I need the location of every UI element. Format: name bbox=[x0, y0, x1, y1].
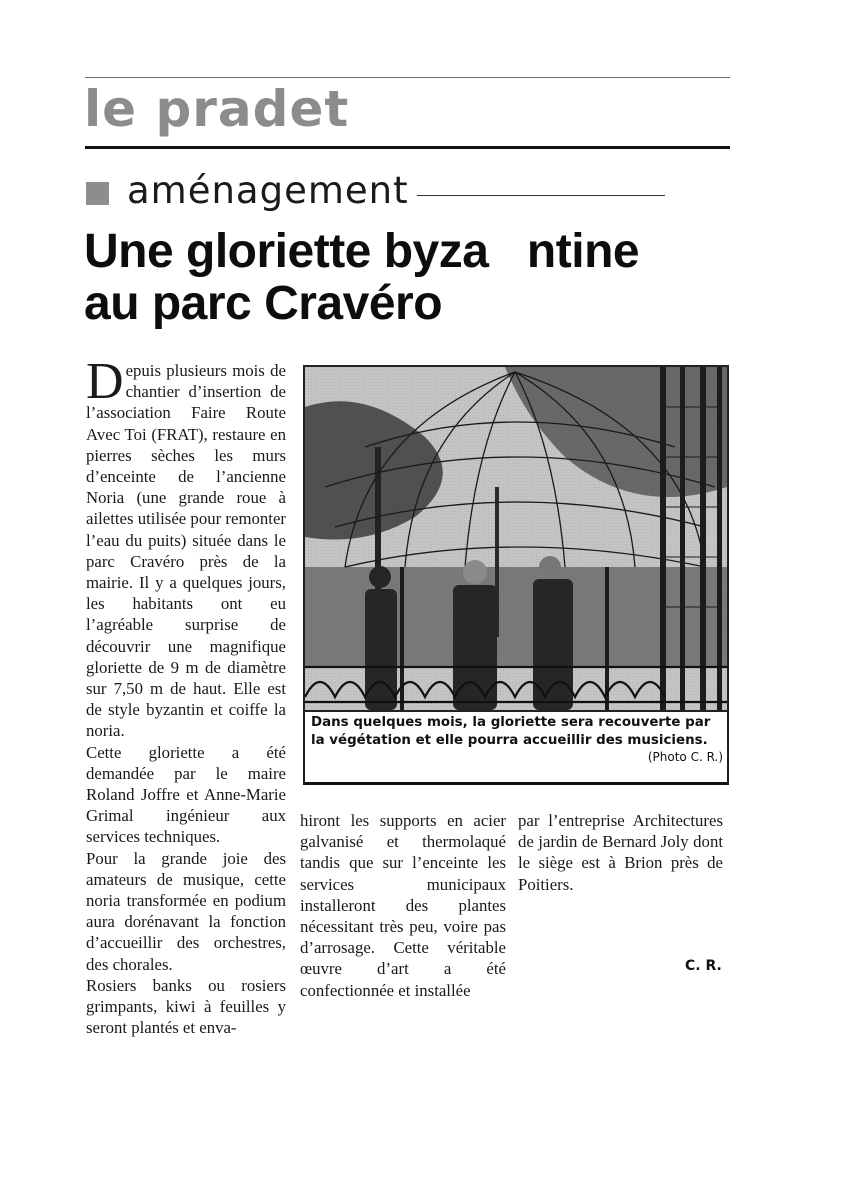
paragraph-3: Pour la grande joie des amateurs de musique, cette noria transformée en podium aura dorénavant la fonction d’accueillir des orchestres, des chorales. bbox=[86, 848, 286, 974]
gloriette-photo-illustration bbox=[305, 367, 727, 710]
kicker bbox=[86, 168, 665, 214]
paragraph-4: Rosiers banks ou rosiers grimpants, kiwi à feuilles y seront plantés et enva- bbox=[86, 975, 286, 1038]
photo-credit: (Photo C. R.) bbox=[647, 750, 723, 764]
headline-line-1: Une gloriette byza ntine bbox=[84, 225, 640, 278]
photo-caption-box bbox=[303, 708, 729, 785]
top-rule bbox=[85, 77, 730, 78]
headline-line-2: au parc Cravéro bbox=[84, 277, 443, 330]
paragraph-2: Cette gloriette a été demandée par le maire Roland Joffre et Anne-Marie Grimal ingénieur aux services techniques. bbox=[86, 742, 286, 847]
headline bbox=[84, 226, 639, 330]
photo-caption: Dans quelques mois, la gloriette sera recouverte par la végétation et elle pourra accueillir des musiciens. bbox=[311, 715, 711, 748]
article-photo bbox=[303, 365, 729, 712]
column-3-text: par l’entreprise Architectures de jardin de Bernard Joly dont le siège est à Brion près de Poitiers. bbox=[518, 811, 723, 894]
article-column-3 bbox=[518, 810, 723, 895]
section-title: le pradet bbox=[84, 80, 350, 138]
drop-cap: D bbox=[86, 353, 124, 410]
kicker-text: aménagement bbox=[127, 169, 409, 212]
paragraph-1-text: epuis plusieurs mois de chantier d’insertion de l’association Faire Route Avec Toi (FRAT), restaure en pierres sèches les murs d’enceinte de l’ancienne Noria (une grande roue à ailettes utilisée pour remonter l’eau du puits) située dans le parc Cravéro près de la mairie. Il y a quelques jours, les habitants ont eu l’agréable surprise de découvrir une magnifique gloriette de 9 m de diamètre sur 7,50 m de haut. Elle est de style byzantin et coiffe la noria. bbox=[86, 361, 286, 741]
square-bullet-icon bbox=[86, 182, 109, 205]
author-signature: C. R. bbox=[685, 958, 722, 974]
column-2-text: hiront les supports en acier galvanisé et thermolaqué tandis que sur l’enceinte les services municipaux installeront des plantes nécessitant très peu, voire pas d’arrosage. Cette véritable œuvre d’art a été confectionnée et installée bbox=[300, 811, 506, 1000]
section-divider bbox=[85, 146, 730, 149]
paragraph-1 bbox=[86, 353, 286, 742]
article-column-2 bbox=[300, 810, 506, 1001]
kicker-rule bbox=[417, 195, 665, 196]
article-column-1 bbox=[86, 353, 286, 1039]
